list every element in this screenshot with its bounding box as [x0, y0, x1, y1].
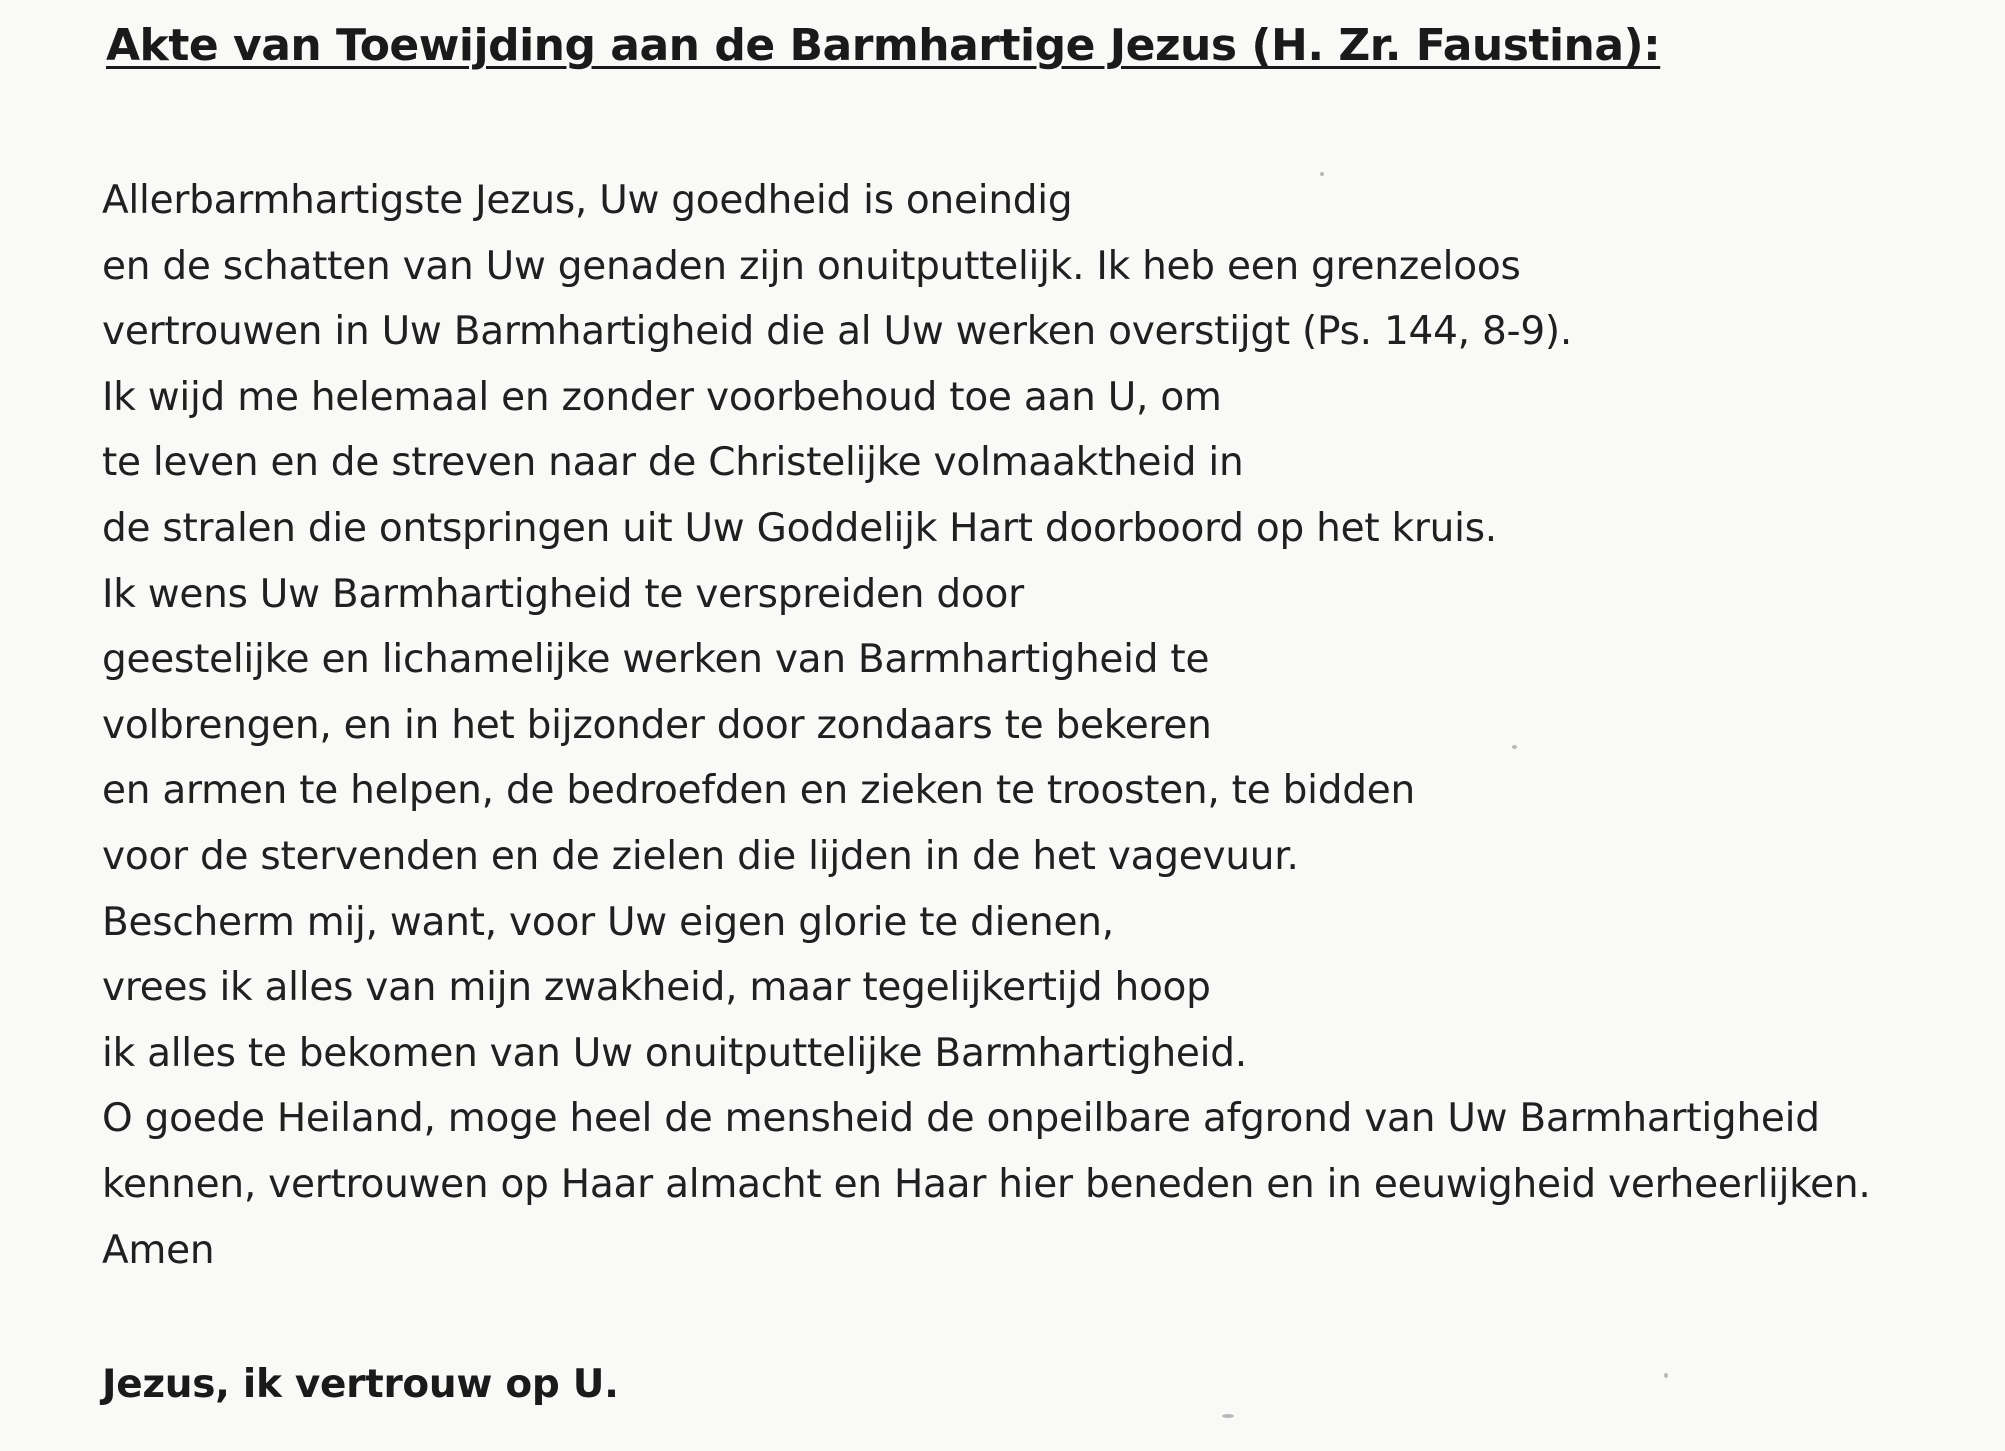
- prayer-line: Allerbarmhartigste Jezus, Uw goedheid is oneindig: [102, 178, 1073, 223]
- prayer-line: en de schatten van Uw genaden zijn onuitputtelijk. Ik heb een grenzeloos: [102, 243, 1521, 289]
- scan-speck: [1320, 172, 1324, 176]
- scan-speck: [1512, 745, 1517, 749]
- prayer-line: voor de stervenden en de zielen die lijden in de het vagevuur.: [102, 833, 1299, 879]
- document-title: Akte van Toewijding aan de Barmhartige Jezus (H. Zr. Faustina):: [106, 20, 1661, 71]
- closing-line: Jezus, ik vertrouw op U.: [102, 1362, 619, 1407]
- prayer-line: volbrengen, en in het bijzonder door zondaars te bekeren: [102, 702, 1212, 748]
- prayer-text: [102, 168, 1982, 1283]
- prayer-line: Ik wijd me helemaal en zonder voorbehoud toe aan U, om: [102, 374, 1222, 420]
- prayer-line: kennen, vertrouwen op Haar almacht en Haar hier beneden en in eeuwigheid verheerlijken.: [102, 1161, 1871, 1207]
- prayer-line-amen: Amen: [102, 1227, 215, 1273]
- prayer-line: te leven en de streven naar de Christelijke volmaaktheid in: [102, 440, 1244, 486]
- scan-speck: [1222, 1414, 1234, 1418]
- prayer-line: Bescherm mij, want, voor Uw eigen glorie te dienen,: [102, 899, 1114, 945]
- prayer-line: en armen te helpen, de bedroefden en zieken te troosten, te bidden: [102, 768, 1415, 814]
- prayer-line: vrees ik alles van mijn zwakheid, maar tegelijkertijd hoop: [102, 965, 1211, 1011]
- prayer-line: geestelijke en lichamelijke werken van Barmhartigheid te: [102, 637, 1210, 683]
- scan-speck: [1664, 1373, 1668, 1378]
- prayer-line: Ik wens Uw Barmhartigheid te verspreiden door: [102, 571, 1024, 617]
- prayer-line: de stralen die ontspringen uit Uw Goddelijk Hart doorboord op het kruis.: [102, 505, 1497, 551]
- prayer-line: O goede Heiland, moge heel de mensheid de onpeilbare afgrond van Uw Barmhartigheid: [102, 1096, 1820, 1142]
- prayer-line: vertrouwen in Uw Barmhartigheid die al Uw werken overstijgt (Ps. 144, 8-9).: [102, 309, 1573, 355]
- prayer-line: ik alles te bekomen van Uw onuitputtelijke Barmhartigheid.: [102, 1030, 1247, 1076]
